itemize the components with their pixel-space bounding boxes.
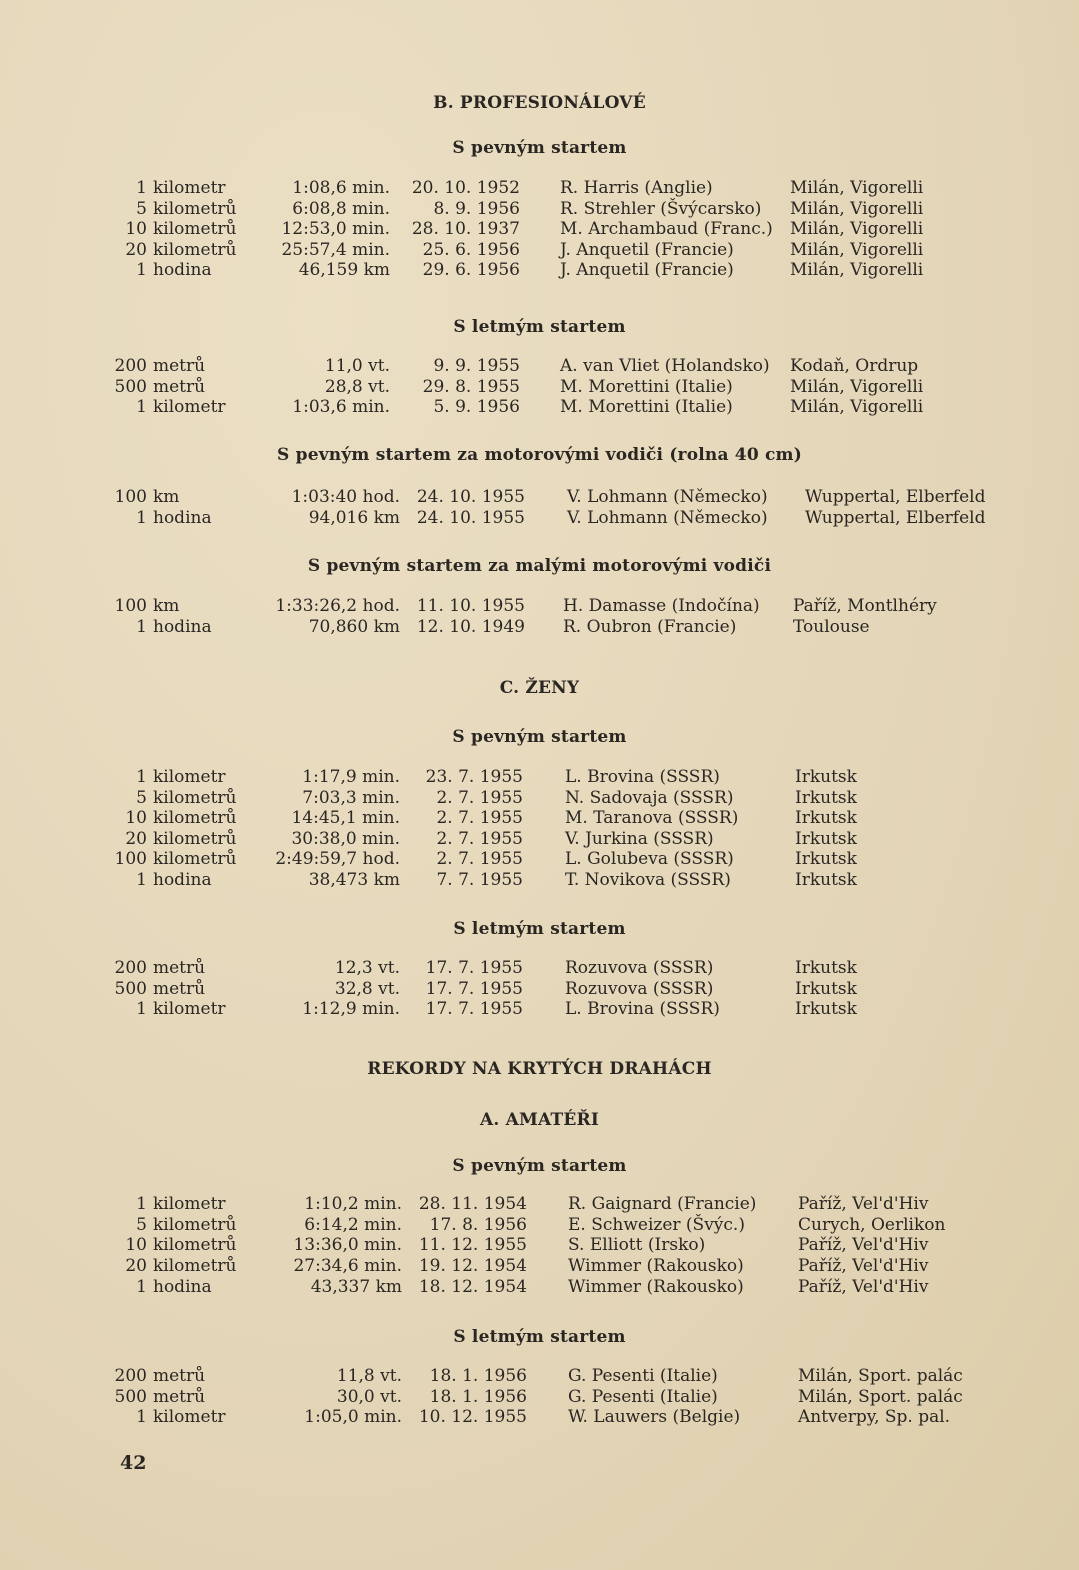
subsection-title: S pevným startem [452, 138, 627, 158]
distance-number: 1 [136, 260, 147, 280]
table-row [0, 979, 1079, 1000]
venue-cell: Paříž, Vel'd'Hiv [798, 1194, 929, 1214]
distance-number: 1 [136, 767, 147, 787]
date-cell: 18. 1. 1956 [429, 1366, 527, 1386]
distance-number: 10 [125, 1235, 147, 1256]
distance-unit: kilometrů [153, 787, 237, 808]
rider-cell: V. Lohmann (Německo) [567, 487, 768, 507]
table-row [0, 767, 1079, 788]
rider-cell: E. Schweizer (Švýc.) [568, 1214, 745, 1235]
rider-cell: A. van Vliet (Holandsko) [560, 356, 770, 376]
distance-number: 200 [114, 356, 147, 376]
distance-unit: km [153, 487, 180, 507]
table-row [0, 870, 1079, 891]
time-cell: 30:38,0 min. [291, 828, 400, 849]
distance-number: 500 [114, 1386, 147, 1407]
distance-unit: hodina [153, 1276, 212, 1297]
subsection-title: S letmým startem [453, 1327, 626, 1347]
date-cell: 11. 10. 1955 [416, 596, 525, 616]
table-row [0, 1387, 1079, 1408]
table-row [0, 1194, 1079, 1215]
subsection-title: S pevným startem [452, 1156, 627, 1176]
distance-number: 100 [114, 849, 147, 869]
date-cell: 2. 7. 1955 [436, 828, 523, 849]
distance-unit: hodina [153, 260, 212, 280]
distance-number: 1 [136, 507, 147, 528]
date-cell: 20. 10. 1952 [411, 178, 520, 198]
distance-unit: kilometrů [153, 828, 237, 849]
distance-number: 5 [136, 198, 147, 219]
rider-cell: J. Anquetil (Francie) [560, 239, 734, 260]
distance-number: 1 [136, 616, 147, 637]
venue-cell: Milán, Sport. palác [798, 1366, 963, 1386]
venue-cell: Milán, Vigorelli [790, 198, 924, 219]
date-cell: 10. 12. 1955 [418, 1407, 527, 1428]
venue-cell: Irkutsk [795, 767, 857, 787]
date-cell: 24. 10. 1955 [416, 487, 525, 507]
table-row [0, 508, 1079, 529]
section-subheading: A. AMATÉŘI [480, 1110, 599, 1130]
venue-cell: Milán, Vigorelli [790, 376, 924, 397]
date-cell: 19. 12. 1954 [418, 1256, 527, 1277]
rider-cell: M. Archambaud (Franc.) [560, 219, 773, 239]
table-row [0, 596, 1079, 617]
time-cell: 1:33:26,2 hod. [275, 596, 400, 616]
distance-number: 1 [136, 178, 147, 198]
table-row [0, 1277, 1079, 1298]
distance-number: 1 [136, 397, 147, 417]
distance-unit: hodina [153, 869, 212, 890]
table-row [0, 829, 1079, 850]
venue-cell: Irkutsk [795, 828, 857, 849]
distance-number: 10 [125, 808, 147, 828]
rider-cell: M. Morettini (Italie) [560, 376, 733, 397]
rider-cell: M. Taranova (SSSR) [565, 808, 739, 828]
time-cell: 1:12,9 min. [302, 999, 400, 1019]
date-cell: 18. 12. 1954 [418, 1276, 527, 1297]
rider-cell: G. Pesenti (Italie) [568, 1386, 718, 1407]
venue-cell: Irkutsk [795, 849, 857, 869]
table-row [0, 849, 1079, 870]
venue-cell: Milán, Vigorelli [790, 219, 924, 239]
rider-cell: L. Brovina (SSSR) [565, 999, 720, 1019]
subsection-title: S pevným startem za malými motorovými vodiči [307, 556, 772, 576]
venue-cell: Irkutsk [795, 787, 857, 808]
time-cell: 6:14,2 min. [304, 1214, 402, 1235]
venue-cell: Milán, Vigorelli [790, 239, 924, 260]
date-cell: 2. 7. 1955 [436, 849, 523, 869]
venue-cell: Paříž, Vel'd'Hiv [798, 1256, 929, 1277]
time-cell: 30,0 vt. [336, 1386, 402, 1407]
subsection-title: S pevným startem za motorovými vodiči (rolna 40 cm) [277, 445, 802, 465]
section-heading: C. ŽENY [499, 678, 580, 698]
time-cell: 1:08,6 min. [292, 178, 390, 198]
venue-cell: Milán, Vigorelli [790, 397, 924, 417]
table-row [0, 1366, 1079, 1387]
distance-unit: kilometrů [153, 808, 237, 828]
venue-cell: Milán, Sport. palác [798, 1386, 963, 1407]
distance-number: 20 [125, 1256, 147, 1277]
distance-unit: kilometr [153, 767, 226, 787]
venue-cell: Paříž, Vel'd'Hiv [798, 1276, 929, 1297]
rider-cell: R. Strehler (Švýcarsko) [560, 198, 762, 219]
distance-unit: metrů [153, 356, 206, 376]
rider-cell: G. Pesenti (Italie) [568, 1366, 718, 1386]
table-row [0, 199, 1079, 220]
table-row [0, 377, 1079, 398]
section-heading: B. PROFESIONÁLOVÉ [433, 93, 646, 113]
distance-number: 500 [114, 978, 147, 999]
venue-cell: Curych, Oerlikon [798, 1214, 946, 1235]
distance-unit: kilometr [153, 1194, 226, 1214]
date-cell: 29. 8. 1955 [422, 376, 520, 397]
venue-cell: Paříž, Vel'd'Hiv [798, 1235, 929, 1256]
venue-cell: Irkutsk [795, 958, 857, 978]
rider-cell: Rozuvova (SSSR) [565, 958, 714, 978]
table-row [0, 1235, 1079, 1256]
venue-cell: Wuppertal, Elberfeld [805, 507, 986, 528]
table-row [0, 260, 1079, 281]
date-cell: 18. 1. 1956 [429, 1386, 527, 1407]
rider-cell: L. Golubeva (SSSR) [565, 849, 734, 869]
rider-cell: S. Elliott (Irsko) [568, 1235, 706, 1256]
distance-unit: kilometrů [153, 239, 237, 260]
subsection-title: S letmým startem [453, 919, 626, 939]
time-cell: 25:57,4 min. [281, 239, 390, 260]
distance-number: 200 [114, 1366, 147, 1386]
table-row [0, 788, 1079, 809]
date-cell: 25. 6. 1956 [422, 239, 520, 260]
time-cell: 1:03:40 hod. [291, 487, 400, 507]
distance-number: 200 [114, 958, 147, 978]
rider-cell: L. Brovina (SSSR) [565, 767, 720, 787]
distance-unit: kilometrů [153, 1256, 237, 1277]
venue-cell: Irkutsk [795, 808, 857, 828]
page-number: 42 [120, 1452, 147, 1474]
date-cell: 28. 10. 1937 [411, 219, 520, 239]
date-cell: 17. 7. 1955 [425, 999, 523, 1019]
distance-unit: km [153, 596, 180, 616]
distance-unit: metrů [153, 1366, 206, 1386]
rider-cell: N. Sadovaja (SSSR) [565, 787, 734, 808]
distance-number: 1 [136, 999, 147, 1019]
distance-unit: metrů [153, 958, 206, 978]
time-cell: 12:53,0 min. [281, 219, 390, 239]
table-row [0, 1407, 1079, 1428]
distance-number: 5 [136, 787, 147, 808]
date-cell: 17. 8. 1956 [429, 1214, 527, 1235]
table-row [0, 808, 1079, 829]
distance-unit: kilometr [153, 1407, 226, 1428]
distance-unit: kilometrů [153, 1214, 237, 1235]
distance-number: 20 [125, 239, 147, 260]
distance-number: 100 [114, 596, 147, 616]
date-cell: 28. 11. 1954 [418, 1194, 527, 1214]
distance-number: 10 [125, 219, 147, 239]
rider-cell: T. Novikova (SSSR) [565, 869, 731, 890]
date-cell: 29. 6. 1956 [422, 260, 520, 280]
distance-number: 1 [136, 1194, 147, 1214]
rider-cell: Wimmer (Rakousko) [568, 1256, 744, 1277]
subsection-title: S pevným startem [452, 727, 627, 747]
subsection-title: S letmým startem [453, 317, 626, 337]
distance-number: 20 [125, 828, 147, 849]
distance-unit: metrů [153, 978, 206, 999]
table-row [0, 178, 1079, 199]
time-cell: 1:17,9 min. [302, 767, 400, 787]
date-cell: 2. 7. 1955 [436, 808, 523, 828]
time-cell: 6:08,8 min. [292, 198, 390, 219]
distance-unit: kilometr [153, 999, 226, 1019]
rider-cell: W. Lauwers (Belgie) [568, 1407, 741, 1428]
distance-unit: metrů [153, 376, 206, 397]
time-cell: 46,159 km [298, 260, 390, 280]
date-cell: 17. 7. 1955 [425, 978, 523, 999]
time-cell: 1:05,0 min. [304, 1407, 402, 1428]
distance-number: 100 [114, 487, 147, 507]
time-cell: 1:03,6 min. [292, 397, 390, 417]
distance-unit: kilometrů [153, 198, 237, 219]
table-row [0, 219, 1079, 240]
table-row [0, 617, 1079, 638]
time-cell: 2:49:59,7 hod. [275, 849, 400, 869]
rider-cell: V. Jurkina (SSSR) [565, 828, 714, 849]
date-cell: 24. 10. 1955 [416, 507, 525, 528]
time-cell: 12,3 vt. [334, 958, 400, 978]
rider-cell: M. Morettini (Italie) [560, 397, 733, 417]
time-cell: 13:36,0 min. [293, 1235, 402, 1256]
date-cell: 7. 7. 1955 [436, 869, 523, 890]
venue-cell: Antverpy, Sp. pal. [798, 1407, 951, 1428]
rider-cell: R. Oubron (Francie) [563, 616, 737, 637]
venue-cell: Irkutsk [795, 869, 857, 890]
time-cell: 7:03,3 min. [302, 787, 400, 808]
distance-unit: hodina [153, 507, 212, 528]
time-cell: 11,8 vt. [336, 1366, 402, 1386]
rider-cell: H. Damasse (Indočína) [563, 596, 760, 616]
time-cell: 94,016 km [308, 507, 400, 528]
distance-unit: kilometr [153, 178, 226, 198]
venue-cell: Toulouse [793, 616, 870, 637]
venue-cell: Milán, Vigorelli [790, 260, 924, 280]
table-row [0, 487, 1079, 508]
time-cell: 38,473 km [308, 869, 400, 890]
time-cell: 43,337 km [310, 1276, 402, 1297]
time-cell: 70,860 km [308, 616, 400, 637]
distance-unit: hodina [153, 616, 212, 637]
rider-cell: Wimmer (Rakousko) [568, 1276, 744, 1297]
venue-cell: Milán, Vigorelli [790, 178, 924, 198]
rider-cell: V. Lohmann (Německo) [567, 507, 768, 528]
distance-unit: kilometrů [153, 219, 237, 239]
distance-unit: metrů [153, 1386, 206, 1407]
distance-number: 1 [136, 1276, 147, 1297]
distance-number: 5 [136, 1214, 147, 1235]
table-row [0, 1215, 1079, 1236]
date-cell: 11. 12. 1955 [418, 1235, 527, 1256]
table-row [0, 1256, 1079, 1277]
distance-unit: kilometr [153, 397, 226, 417]
date-cell: 2. 7. 1955 [436, 787, 523, 808]
section-heading: REKORDY NA KRYTÝCH DRAHÁCH [367, 1059, 712, 1079]
table-row [0, 240, 1079, 261]
distance-unit: kilometrů [153, 849, 237, 869]
date-cell: 5. 9. 1956 [433, 397, 520, 417]
time-cell: 27:34,6 min. [293, 1256, 402, 1277]
table-row [0, 999, 1079, 1020]
distance-number: 1 [136, 869, 147, 890]
rider-cell: J. Anquetil (Francie) [560, 260, 734, 280]
venue-cell: Paříž, Montlhéry [793, 596, 937, 616]
venue-cell: Wuppertal, Elberfeld [805, 487, 986, 507]
table-row [0, 397, 1079, 418]
date-cell: 9. 9. 1955 [433, 356, 520, 376]
time-cell: 14:45,1 min. [291, 808, 400, 828]
rider-cell: Rozuvova (SSSR) [565, 978, 714, 999]
date-cell: 8. 9. 1956 [433, 198, 520, 219]
distance-unit: kilometrů [153, 1235, 237, 1256]
date-cell: 17. 7. 1955 [425, 958, 523, 978]
time-cell: 28,8 vt. [324, 376, 390, 397]
table-row [0, 958, 1079, 979]
venue-cell: Irkutsk [795, 999, 857, 1019]
venue-cell: Kodaň, Ordrup [790, 356, 919, 376]
distance-number: 500 [114, 376, 147, 397]
date-cell: 23. 7. 1955 [425, 767, 523, 787]
date-cell: 12. 10. 1949 [416, 616, 525, 637]
rider-cell: R. Gaignard (Francie) [568, 1194, 757, 1214]
rider-cell: R. Harris (Anglie) [560, 178, 713, 198]
distance-number: 1 [136, 1407, 147, 1428]
time-cell: 32,8 vt. [334, 978, 400, 999]
time-cell: 1:10,2 min. [304, 1194, 402, 1214]
table-row [0, 356, 1079, 377]
time-cell: 11,0 vt. [324, 356, 390, 376]
venue-cell: Irkutsk [795, 978, 857, 999]
